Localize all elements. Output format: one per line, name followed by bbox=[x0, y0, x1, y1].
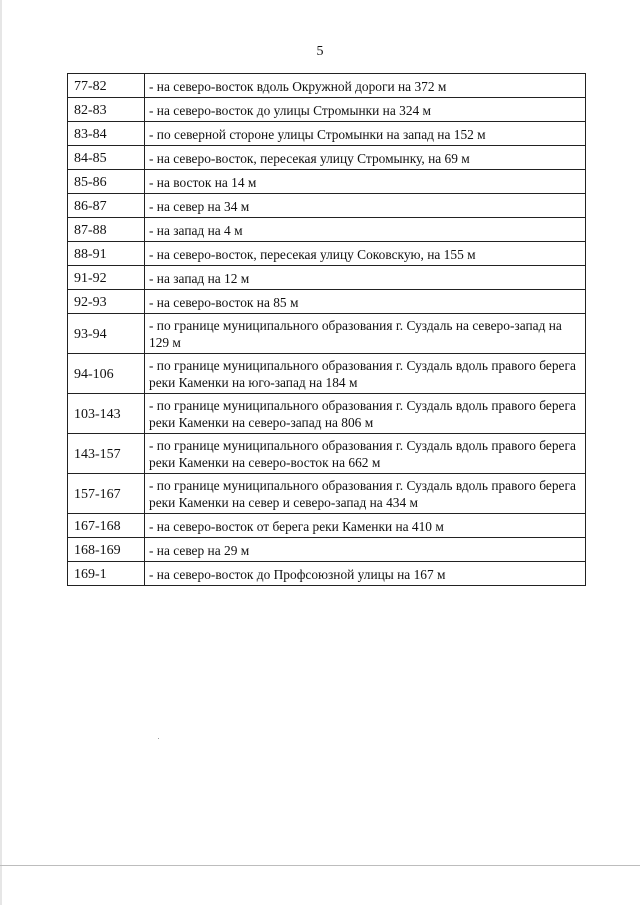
segment-cell: 143-157 bbox=[68, 434, 145, 474]
table-row bbox=[68, 514, 586, 538]
description-cell: - на северо-восток до Профсоюзной улицы на 167 м bbox=[145, 562, 586, 586]
description-cell: - на запад на 12 м bbox=[145, 266, 586, 290]
segment-cell: 82-83 bbox=[68, 98, 145, 122]
segment-cell: 86-87 bbox=[68, 194, 145, 218]
description-cell: - на северо-восток, пересекая улицу Стромынку, на 69 м bbox=[145, 146, 586, 170]
description-cell: - на запад на 4 м bbox=[145, 218, 586, 242]
table-row bbox=[68, 146, 586, 170]
segment-cell: 77-82 bbox=[68, 74, 145, 98]
description-cell: - на северо-восток, пересекая улицу Соковскую, на 155 м bbox=[145, 242, 586, 266]
segment-cell: 103-143 bbox=[68, 394, 145, 434]
description-cell: - на север на 29 м bbox=[145, 538, 586, 562]
table-row bbox=[68, 122, 586, 146]
table-row bbox=[68, 194, 586, 218]
page-number: 5 bbox=[316, 44, 324, 59]
table-row bbox=[68, 434, 586, 474]
table-row bbox=[68, 562, 586, 586]
segment-cell: 169-1 bbox=[68, 562, 145, 586]
description-cell: - по границе муниципального образования г. Суздаль на северо-запад на 129 м bbox=[145, 314, 586, 354]
table-row bbox=[68, 538, 586, 562]
table-row bbox=[68, 394, 586, 434]
description-cell: - по границе муниципального образования г. Суздаль вдоль правого берега реки Каменки на северо-восток на 662 м bbox=[145, 434, 586, 474]
table-row bbox=[68, 314, 586, 354]
description-cell: - на восток на 14 м bbox=[145, 170, 586, 194]
segment-cell: 94-106 bbox=[68, 354, 145, 394]
description-cell: - на северо-восток вдоль Окружной дороги на 372 м bbox=[145, 74, 586, 98]
boundary-route-table bbox=[67, 73, 586, 586]
segment-cell: 87-88 bbox=[68, 218, 145, 242]
description-cell: - по границе муниципального образования г. Суздаль вдоль правого берега реки Каменки на северо-запад на 806 м bbox=[145, 394, 586, 434]
segment-cell: 92-93 bbox=[68, 290, 145, 314]
segment-cell: 167-168 bbox=[68, 514, 145, 538]
table-row bbox=[68, 266, 586, 290]
scan-speck bbox=[158, 738, 159, 739]
table-row bbox=[68, 170, 586, 194]
table-row bbox=[68, 74, 586, 98]
description-cell: - на северо-восток до улицы Стромынки на 324 м bbox=[145, 98, 586, 122]
description-cell: - на северо-восток на 85 м bbox=[145, 290, 586, 314]
segment-cell: 84-85 bbox=[68, 146, 145, 170]
description-cell: - по границе муниципального образования г. Суздаль вдоль правого берега реки Каменки на север и северо-запад на 434 м bbox=[145, 474, 586, 514]
table-row bbox=[68, 354, 586, 394]
route-table-body bbox=[68, 74, 586, 586]
segment-cell: 85-86 bbox=[68, 170, 145, 194]
description-cell: - на северо-восток от берега реки Каменки на 410 м bbox=[145, 514, 586, 538]
segment-cell: 168-169 bbox=[68, 538, 145, 562]
table-row bbox=[68, 474, 586, 514]
description-cell: - по северной стороне улицы Стромынки на запад на 152 м bbox=[145, 122, 586, 146]
table-row bbox=[68, 290, 586, 314]
scan-bottom-line bbox=[0, 865, 640, 866]
segment-cell: 83-84 bbox=[68, 122, 145, 146]
segment-cell: 88-91 bbox=[68, 242, 145, 266]
scan-left-edge bbox=[0, 0, 2, 905]
table-row bbox=[68, 242, 586, 266]
segment-cell: 93-94 bbox=[68, 314, 145, 354]
segment-cell: 91-92 bbox=[68, 266, 145, 290]
description-cell: - на север на 34 м bbox=[145, 194, 586, 218]
description-cell: - по границе муниципального образования г. Суздаль вдоль правого берега реки Каменки на юго-запад на 184 м bbox=[145, 354, 586, 394]
table-row bbox=[68, 218, 586, 242]
segment-cell: 157-167 bbox=[68, 474, 145, 514]
table-row bbox=[68, 98, 586, 122]
